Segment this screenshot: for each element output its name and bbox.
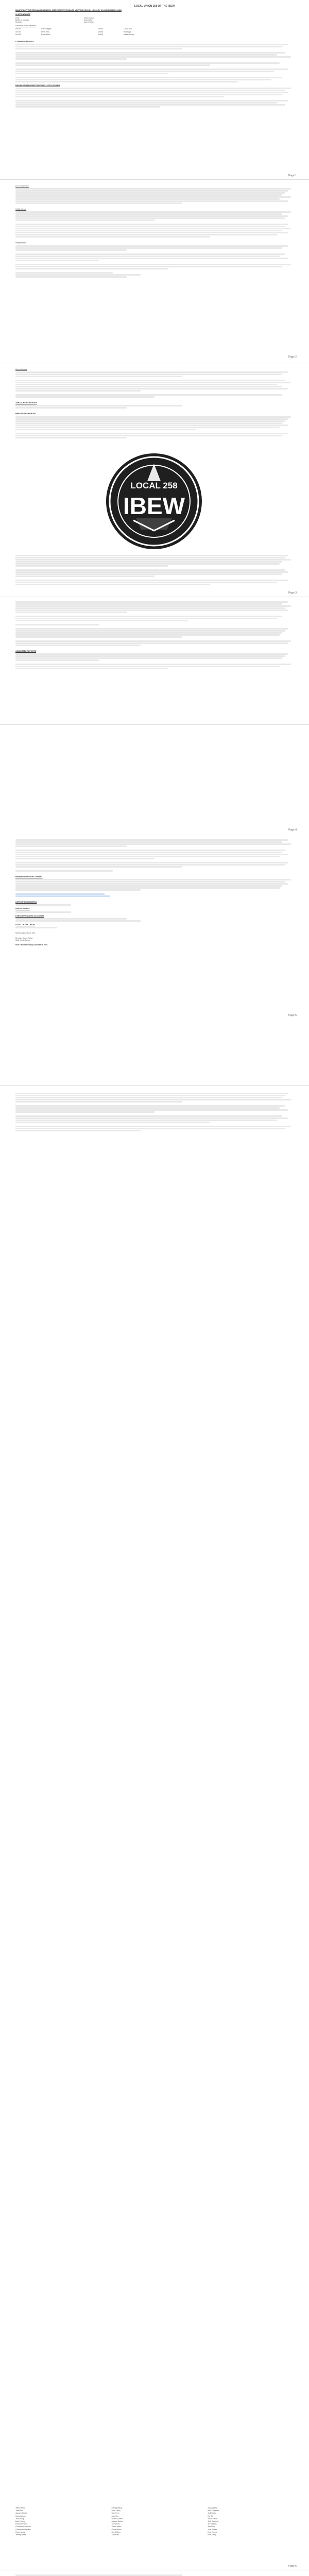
board-cell: Corey Higgins <box>41 28 52 30</box>
name-cell: Jeffrey Bellen <box>15 2507 26 2509</box>
bm-report-heading: BUSINESS MANAGER'S REPORT - CODY KELLER <box>15 84 60 87</box>
board-cell: Dave Wilson <box>41 33 50 36</box>
page-number: Page 2 <box>288 355 297 359</box>
name-cell: Andrew Stokes <box>111 2520 123 2523</box>
good-of-union-heading: GOOD OF THE UNION <box>15 923 35 926</box>
page-4-content <box>15 601 294 670</box>
committee-heading: COMMITTEE REPORTS <box>15 650 36 652</box>
name-cell: Jasdeep Chahal <box>15 2512 28 2515</box>
name-cell: Adam Yeo <box>111 2534 119 2536</box>
board-table <box>15 28 170 36</box>
name-cell: Nomi Fisher <box>111 2510 121 2512</box>
label-business-manager: Business Manager: <box>15 19 30 21</box>
name-cell: Curtis Carlson <box>15 2515 26 2517</box>
page-number: Page 6 <box>288 2565 297 2568</box>
correspondence-heading: CORRESPONDENCE <box>15 41 34 43</box>
logo-local-text: LOCAL 258 <box>130 481 178 490</box>
board-cell: Lloyd Clark <box>124 28 132 30</box>
name-cell: Grace Wilson <box>111 2528 122 2531</box>
chair-line: Chair: Kevin Dunlop <box>15 939 30 942</box>
board-cell: Unit #6 <box>98 33 104 36</box>
document-page-4 <box>0 725 309 1086</box>
ibew-logo <box>105 452 203 550</box>
logo-ibew-text: IBEW <box>123 493 185 519</box>
correspondence-block <box>15 44 294 82</box>
name-cell: Jack Ewing <box>15 2517 24 2520</box>
name-cell: Robert Scherer <box>111 2517 123 2520</box>
document-title: LOCAL UNION 258 OF THE IBEW <box>134 5 175 8</box>
name-cell: Alex Ricci <box>208 2526 215 2528</box>
name-cell: Patricia Fletcher <box>15 2523 28 2526</box>
contact-emails <box>15 893 127 897</box>
attendance-heading: IN ATTENDANCE <box>15 13 30 16</box>
name-cell: Jaswant Brar <box>208 2507 217 2509</box>
name-cell: Justin Bell <box>15 2510 23 2512</box>
page-2-content <box>15 183 294 278</box>
name-cell: Shane Walsh <box>111 2526 122 2528</box>
recorder-name: Karen Parker <box>84 21 94 24</box>
board-cell: Rick Hays <box>124 30 131 33</box>
treasurer-heading: TREASURER'S REPORT <box>15 402 37 404</box>
general-issues-heading: General issues <box>15 368 27 370</box>
page-1-content <box>15 5 294 108</box>
names-table <box>15 2507 294 2536</box>
name-cell: Ryan Hanley <box>15 2531 25 2533</box>
membership-heading: MEMBERSHIP DEVELOPMENT <box>15 876 43 878</box>
name-cell: Mike Young <box>208 2534 216 2536</box>
name-cell: Mike Fitzgerald <box>208 2510 219 2512</box>
name-cell: Kevin Tolmie <box>208 2531 217 2533</box>
board-cell: Unit #2 <box>15 30 21 33</box>
business-manager-name: Cody Keller <box>84 19 93 21</box>
traffic-control-heading: Traffic Control <box>15 208 27 211</box>
page-6-content <box>15 2507 294 2536</box>
page-number: Page 4 <box>288 828 297 832</box>
name-cell: Raj Gill <box>208 2515 213 2517</box>
page-7-content <box>15 2574 294 2576</box>
new-business-heading: NEW BUSINESS <box>15 908 30 910</box>
board-cell: Unit #4 <box>98 28 104 30</box>
name-cell: Josh Kambeitz <box>208 2520 219 2523</box>
board-cell: Jordan Dunlop <box>124 33 134 36</box>
board-cell: Unit #1 <box>15 28 21 30</box>
chair-name: Kevin Dunlop <box>84 16 94 19</box>
next-meeting-line: Next E-Board meeting: December 6, 2025 <box>15 943 48 946</box>
board-cell: Steve Hiss <box>41 30 49 33</box>
board-cell: Unit #5 <box>98 30 104 33</box>
unfinished-heading: UNFINISHED BUSINESS <box>15 901 37 904</box>
name-cell: Alvin Roy <box>111 2515 119 2517</box>
page-5b-content <box>15 1092 294 1132</box>
label-recorder: Recorder: <box>15 21 23 24</box>
name-cell: Jeff Nadeau <box>208 2523 217 2526</box>
name-cell: Dan Peers <box>111 2512 119 2515</box>
name-cell: Ken Willson <box>111 2531 121 2533</box>
utility-arborist-heading: Utility Arborist <box>15 242 26 244</box>
page-3-content <box>15 367 294 439</box>
executive-accounts-heading: EXECUTIVE BOARD ACCOUNTS <box>15 914 44 917</box>
name-cell: Brad Fearing <box>15 2520 25 2523</box>
board-heading: Executive Board Members: <box>15 25 37 27</box>
name-cell: Christopher Germain <box>15 2526 31 2528</box>
name-cell: Kyle Meierling <box>111 2507 122 2509</box>
attendance-officers <box>15 17 149 24</box>
document-page-3 <box>0 364 309 724</box>
adjourn-line: Meeting adjourned at: 3:06 <box>15 932 35 935</box>
name-cell: John Steffen <box>208 2528 217 2531</box>
document-page-6 <box>0 2504 309 2576</box>
label-chair: Chair: <box>15 16 20 19</box>
president-heading: PRESIDENT'S REPORT <box>15 413 36 415</box>
line-construction-heading: Line Construction <box>15 185 29 187</box>
ibew-logo-graphic <box>105 452 203 550</box>
page-3b-content <box>15 554 294 586</box>
page-number: Page 5 <box>288 1014 297 1017</box>
name-cell: Jeremy Lerfelt <box>15 2534 26 2536</box>
bm-report-block <box>15 88 294 108</box>
name-cell: Trevor Heron <box>208 2517 217 2520</box>
recorder-line: Recorder: Karen Parker <box>15 937 33 940</box>
page-5-content <box>15 839 294 946</box>
name-cell: Christopher Hamilton <box>15 2528 31 2531</box>
page-number: Page 1 <box>288 174 297 177</box>
page-number: Page 3 <box>288 591 297 595</box>
board-cell: Unit #3 <box>15 33 21 36</box>
document-page-1 <box>0 0 309 363</box>
name-cell: Tom Wicks <box>111 2523 120 2526</box>
document-page-5 <box>0 1087 309 2502</box>
minutes-subtitle: MINUTES OF THE REGULAR BUSINESS, 2025 EXECUTIVE BOARD MEETING HELD IN LANGLEY ON NOVEMBER 1, 2025 <box>15 9 122 12</box>
name-cell: Jodie Golke <box>208 2512 217 2515</box>
